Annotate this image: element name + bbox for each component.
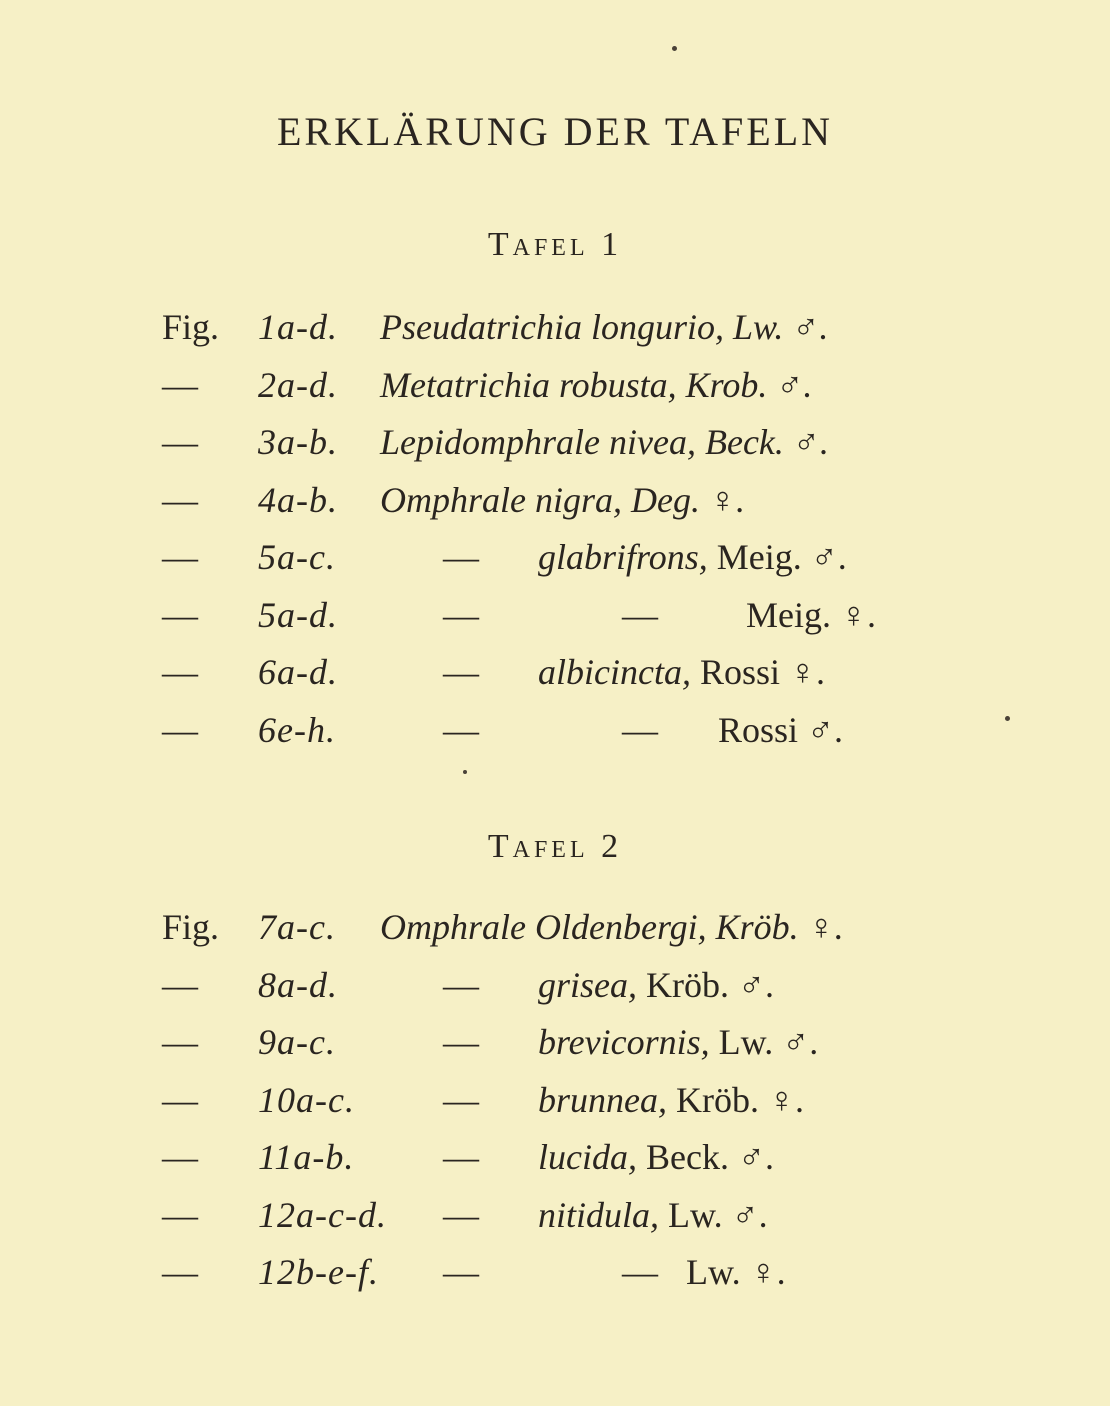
sex-symbol: ♂: [782, 1022, 810, 1062]
species-name: albicincta,: [538, 652, 691, 692]
author-and-sex: [686, 1251, 786, 1293]
figure-entry: [0, 364, 1110, 422]
author-name: Beck.: [704, 422, 784, 462]
author-and-sex: [746, 594, 876, 636]
figure-entry: [0, 1079, 1110, 1137]
entry-period: .: [803, 364, 813, 405]
genus-name: Omphrale: [380, 907, 526, 947]
plate-heading: Tafel 2: [487, 828, 623, 865]
figure-number: 11a-b.: [258, 1137, 355, 1177]
author-name: Rossi: [699, 652, 781, 692]
author-name: Kröb.: [715, 907, 799, 947]
entry-period: .: [776, 1252, 786, 1292]
figure-number: 9a-c.: [258, 1022, 336, 1062]
print-speck: [463, 770, 467, 774]
figure-entry: [0, 594, 1110, 652]
author-name: Lw.: [718, 1022, 774, 1062]
author-name: Meig.: [716, 537, 802, 577]
taxon-name: [380, 479, 745, 521]
figure-entry: [0, 306, 1110, 364]
sex-symbol: ♂: [807, 709, 835, 750]
genus-ditto-dash: —: [443, 964, 479, 1005]
sex-symbol: ♀: [840, 594, 867, 635]
species-name: Oldenbergi,: [535, 907, 707, 947]
figure-entry: [0, 964, 1110, 1022]
species-ditto-dash: —: [622, 709, 658, 750]
figure-prefix: —: [162, 1137, 198, 1177]
sex-symbol: ♀: [749, 1252, 777, 1292]
author-name: Lw.: [733, 307, 784, 347]
genus-ditto-dash: —: [443, 1022, 479, 1062]
entry-period: .: [758, 1194, 768, 1235]
genus-ditto-dash: —: [443, 709, 479, 750]
species-ditto-dash: —: [622, 1252, 658, 1292]
print-speck: [1005, 716, 1010, 721]
taxon-name: [380, 421, 829, 463]
taxon-name: [538, 651, 825, 693]
plate-entries-list: [0, 906, 1110, 1309]
genus-name: Omphrale: [380, 479, 526, 520]
author-name: Rossi: [718, 709, 799, 750]
genus-name: Metatrichia: [380, 364, 550, 405]
taxon-name: [538, 1079, 804, 1121]
entry-period: .: [819, 307, 829, 347]
figure-number: 7a-c.: [258, 907, 336, 947]
figure-number: 12b-e-f.: [258, 1252, 379, 1292]
genus-ditto-dash: —: [443, 1194, 479, 1235]
figure-number: 3a-b.: [258, 422, 338, 462]
sex-symbol: ♂: [792, 422, 820, 462]
author-name: Beck.: [645, 1137, 729, 1177]
taxon-name: [380, 364, 812, 406]
figure-number: 6a-d.: [258, 652, 338, 692]
figure-prefix: Fig.: [162, 307, 220, 347]
figure-prefix: —: [162, 537, 198, 577]
figure-entry: [0, 1021, 1110, 1079]
figure-entry: [0, 421, 1110, 479]
species-name: nigra,: [535, 479, 623, 520]
entry-period: .: [809, 1022, 819, 1062]
entry-period: .: [819, 422, 829, 462]
sex-symbol: ♂: [737, 1137, 765, 1177]
figure-number: 5a-d.: [258, 594, 338, 635]
figure-number: 8a-d.: [258, 964, 338, 1005]
entry-period: .: [834, 709, 844, 750]
author-and-sex: [718, 709, 843, 751]
sex-symbol: ♂: [776, 364, 804, 405]
sex-symbol: ♂: [792, 307, 820, 347]
entry-period: .: [765, 964, 774, 1005]
sex-symbol: ♂: [731, 1194, 759, 1235]
sex-symbol: ♂: [738, 964, 765, 1005]
author-name: Lw.: [686, 1252, 741, 1292]
genus-ditto-dash: —: [443, 1137, 479, 1177]
figure-prefix: —: [162, 422, 198, 462]
taxon-name: [538, 964, 774, 1006]
species-name: grisea,: [538, 964, 637, 1005]
figure-entry: [0, 1251, 1110, 1309]
figure-prefix: —: [162, 479, 198, 520]
genus-ditto-dash: —: [443, 594, 479, 635]
sex-symbol: ♀: [789, 652, 817, 692]
figure-entry: [0, 651, 1110, 709]
figure-entry: [0, 1194, 1110, 1252]
figure-prefix: —: [162, 594, 198, 635]
print-speck: [672, 46, 677, 51]
page-title: ERKLÄRUNG DER TAFELN: [276, 109, 834, 154]
species-name: lucida,: [538, 1137, 637, 1177]
species-name: nivea,: [609, 422, 696, 462]
figure-prefix: —: [162, 964, 198, 1005]
author-name: Deg.: [631, 479, 700, 520]
entry-period: .: [795, 1079, 804, 1120]
figure-entry: [0, 536, 1110, 594]
genus-ditto-dash: —: [443, 1079, 479, 1120]
taxon-name: [538, 1021, 818, 1063]
entry-period: .: [837, 537, 847, 577]
species-name: brevicornis,: [538, 1022, 710, 1062]
figure-prefix: —: [162, 1194, 198, 1235]
figure-prefix: —: [162, 1022, 198, 1062]
sex-symbol: ♀: [807, 907, 835, 947]
figure-number: 10a-c.: [258, 1079, 355, 1120]
species-name: brunnea,: [538, 1079, 667, 1120]
sex-symbol: ♀: [709, 479, 736, 520]
taxon-name: [538, 1194, 768, 1236]
genus-name: Lepidomphrale: [380, 422, 600, 462]
author-name: Lw.: [668, 1194, 723, 1235]
entry-period: .: [816, 652, 826, 692]
entry-period: .: [736, 479, 745, 520]
genus-ditto-dash: —: [443, 1252, 479, 1292]
taxon-name: [380, 306, 828, 348]
figure-number: 2a-d.: [258, 364, 338, 405]
entry-period: .: [764, 1137, 774, 1177]
genus-ditto-dash: —: [443, 537, 479, 577]
figure-entry: [0, 1136, 1110, 1194]
author-name: Kröb.: [646, 964, 729, 1005]
figure-prefix: —: [162, 1079, 198, 1120]
figure-number: 6e-h.: [258, 709, 336, 750]
plate-entries-list: [0, 306, 1110, 766]
sex-symbol: ♀: [768, 1079, 795, 1120]
figure-prefix: —: [162, 364, 198, 405]
sex-symbol: ♂: [810, 537, 838, 577]
figure-entry: [0, 479, 1110, 537]
species-ditto-dash: —: [622, 594, 658, 635]
figure-number: 4a-b.: [258, 479, 338, 520]
genus-name: Pseudatrichia: [380, 307, 582, 347]
species-name: nitidula,: [538, 1194, 660, 1235]
genus-ditto-dash: —: [443, 652, 479, 692]
entry-period: .: [867, 594, 876, 635]
species-name: glabrifrons,: [538, 537, 708, 577]
author-name: Krob.: [685, 364, 768, 405]
plate-heading: Tafel 1: [487, 226, 623, 263]
taxon-name: [538, 1136, 774, 1178]
figure-prefix: —: [162, 1252, 198, 1292]
figure-number: 12a-c-d.: [258, 1194, 387, 1235]
figure-prefix: —: [162, 652, 198, 692]
figure-prefix: —: [162, 709, 198, 750]
author-name: Meig.: [746, 594, 831, 635]
figure-prefix: Fig.: [162, 907, 220, 947]
taxon-name: [380, 906, 844, 948]
figure-entry: [0, 709, 1110, 767]
species-name: robusta,: [558, 364, 677, 405]
entry-period: .: [834, 907, 844, 947]
author-name: Kröb.: [676, 1079, 759, 1120]
figure-entry: [0, 906, 1110, 964]
species-name: longurio,: [590, 307, 724, 347]
figure-number: 5a-c.: [258, 537, 336, 577]
taxon-name: [538, 536, 847, 578]
figure-number: 1a-d.: [258, 307, 338, 347]
